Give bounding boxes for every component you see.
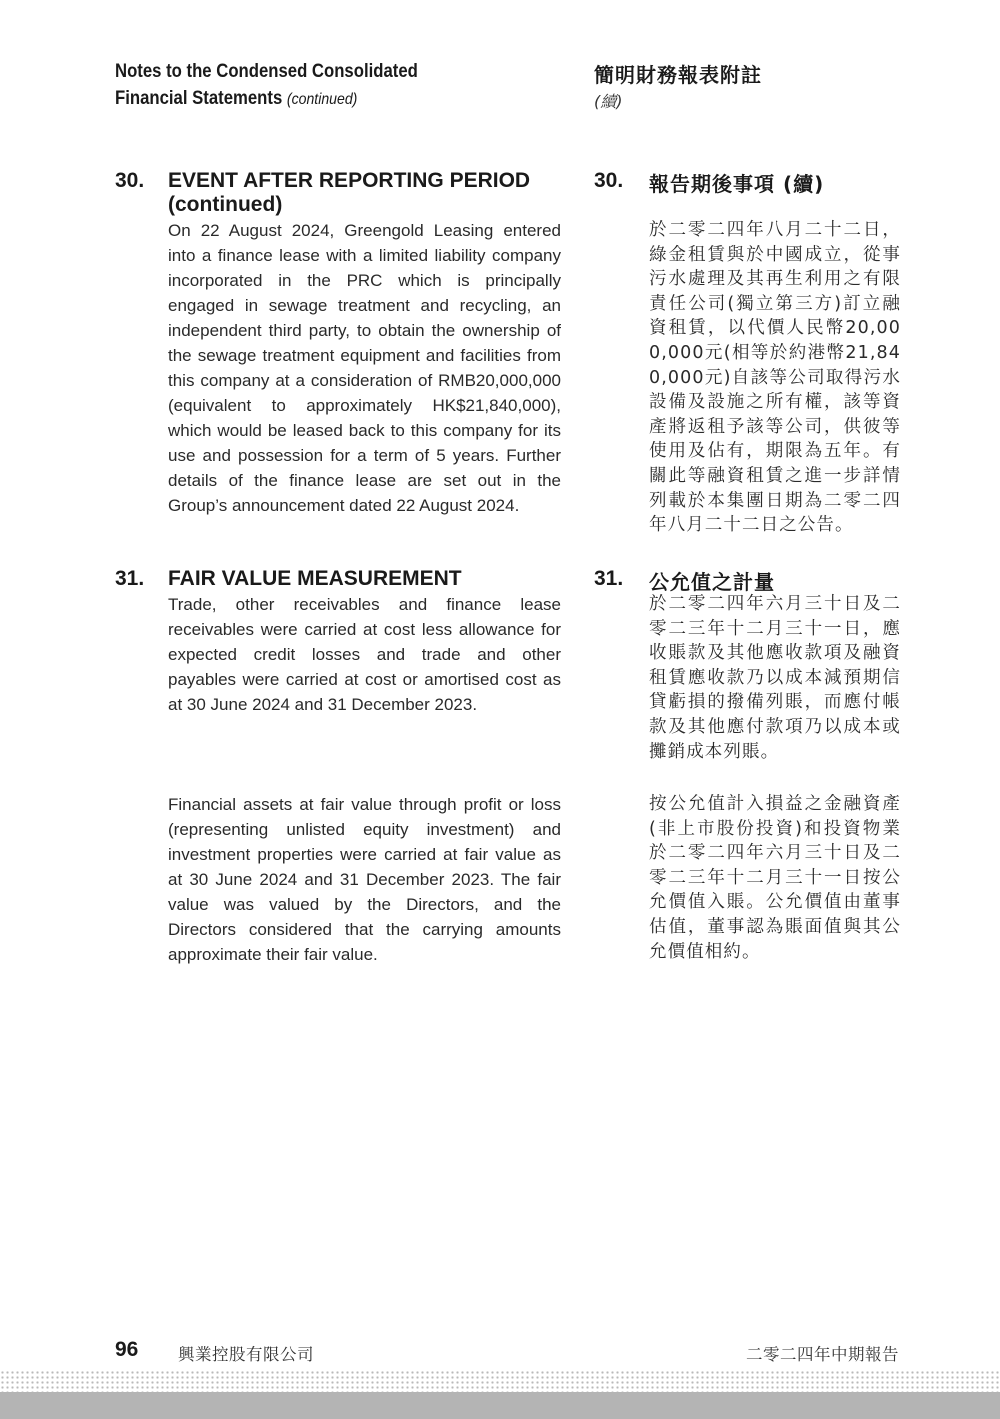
section-31-number-en: 31.: [115, 567, 145, 590]
footer-company-name: 興業控股有限公司: [178, 1345, 314, 1364]
header-title-en-line2: Financial Statements: [115, 88, 283, 109]
header-continued-zh: (續): [594, 92, 623, 111]
section-30-paragraph-zh: 於二零二四年八月二十二日，綠金租賃與於中國成立，從事污水處理及其再生利用之有限責任公司(獨立第三方)訂立融資租賃，以代價人民幣20,000,000元(相等於約港幣21,840,000元)自該等公司取得污水設備及設施之所有權，該等資產將返租予該等公司，供彼等使用及佔有，期限為五年。有關此等融資租賃之進一步詳情列載於本集團日期為二零二四年八月二十二日之公告。: [649, 220, 901, 536]
section-30-number-en: 30.: [115, 169, 145, 192]
section-31-title-zh: 公允值之計量: [649, 570, 775, 594]
section-31-paragraph-2-zh: 按公允值計入損益之金融資產(非上市股份投資)和投資物業於二零二四年六月三十日及二零二三年十二月三十一日按公允價值入賬。公允價值由董事估值，董事認為賬面值與其公允價值相約。: [649, 794, 901, 962]
footer-bar: [0, 1392, 1000, 1419]
section-30-title-en-line2: (continued): [168, 193, 283, 216]
section-31-paragraph-1-zh: 於二零二四年六月三十日及二零二三年十二月三十一日，應收賬款及其他應收款項及融資租賃應收款乃以成本減預期信貸虧損的撥備列賬，而應付帳款及其他應付款項乃以成本或攤銷成本列賬。: [649, 594, 901, 762]
section-31-title-en: FAIR VALUE MEASUREMENT: [168, 567, 462, 590]
header-continued-en: (continued): [286, 91, 358, 108]
header-title-zh: 簡明財務報表附註: [594, 63, 762, 87]
page-number: 96: [115, 1338, 139, 1361]
section-31-number-zh: 31.: [594, 567, 624, 590]
section-30-paragraph-en: On 22 August 2024, Greengold Leasing entered into a finance lease with a limited liability company incorporated in the PRC which is principally engaged in sewage treatment and recycling, an independent third party, to obtain the ownership of the sewage treatment equipment and facilities from this company at a consideration of RMB20,000,000 (equivalent to approximately HK$21,840,000), which would be leased back to this company for its use and possession for a term of 5 years. Further details of the finance lease are set out in the Group’s announcement dated 22 August 2024.: [168, 221, 561, 515]
header-title-en: [115, 58, 418, 113]
section-31-paragraph-1-en: Trade, other receivables and finance lease receivables were carried at cost less allowance for expected credit losses and trade and other payables were carried at cost or amortised cost as at 30 June 2024 and 31 December 2023.: [168, 595, 561, 714]
section-30-title-en-line1: EVENT AFTER REPORTING PERIOD: [168, 169, 531, 192]
section-30-number-zh: 30.: [594, 169, 624, 192]
footer-dot-pattern: [0, 1370, 1000, 1392]
footer-report-name: 二零二四年中期報告: [746, 1345, 899, 1364]
header-title-en-line1: Notes to the Condensed Consolidated: [115, 61, 418, 82]
header-title-en-line2-wrap: [115, 85, 418, 113]
section-31-paragraph-2-en: Financial assets at fair value through profit or loss (representing unlisted equity investment) and investment properties were carried at fair value as at 30 June 2024 and 31 December 2023. The fair value was valued by the Directors, and the Directors considered that the carrying amounts approximate their fair value.: [168, 795, 561, 964]
section-30-title-en: [168, 169, 530, 217]
section-30-title-zh: 報告期後事項 (續): [649, 172, 825, 196]
